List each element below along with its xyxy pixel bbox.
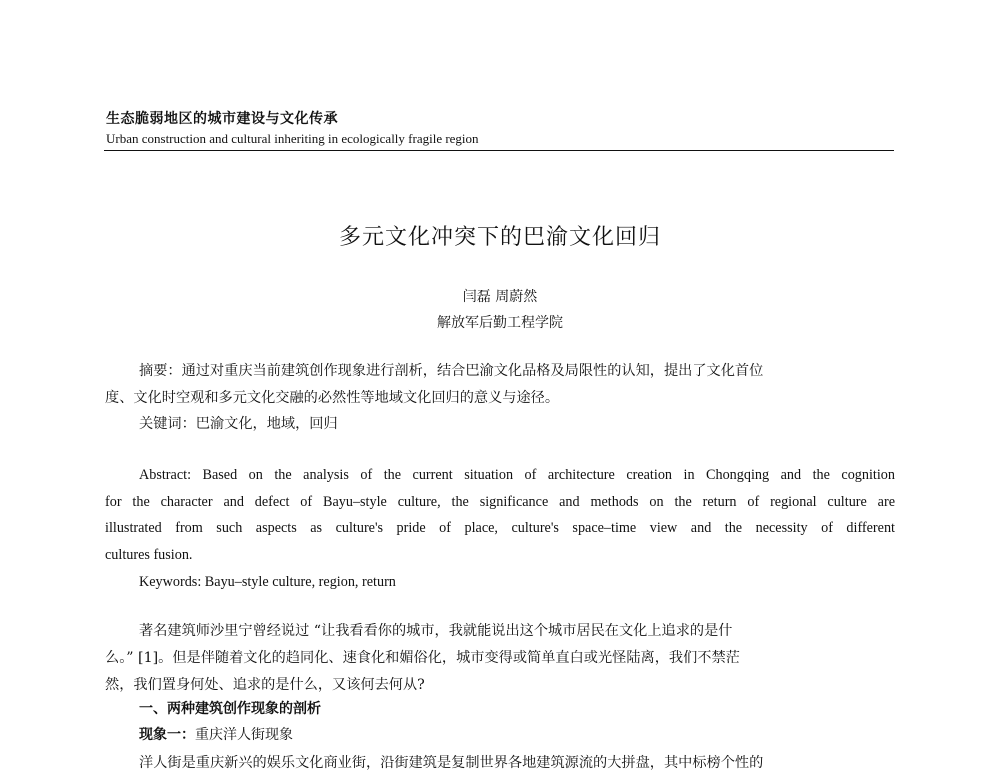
keywords-cn-line: 关键词：巴渝文化，地域，回归: [139, 416, 338, 432]
abstract-chinese: [105, 358, 895, 412]
phenomenon-label: 现象一：: [139, 727, 195, 743]
body-line: 么。” [1]。但是伴随着文化的趋同化、速食化和媚俗化，城市变得或简单直白或光怪陆离，我们不禁茫: [105, 650, 740, 666]
abstract-en-line: cultures fusion.: [105, 546, 193, 563]
abstract-en-line: for the character and defect of Bayu–style culture, the significance and methods on the return of regional culture are: [105, 493, 895, 510]
section-heading: [105, 698, 895, 718]
abstract-cn-line: 摘要：通过对重庆当前建筑创作现象进行剖析，结合巴渝文化品格及局限性的认知，提出了文化首位: [139, 363, 764, 379]
body-paragraph: [105, 618, 895, 699]
running-header-chinese: 生态脆弱地区的城市建设与文化传承: [106, 111, 338, 127]
article-authors: 闫磊 周蔚然: [462, 289, 538, 305]
keywords-english: [105, 570, 895, 594]
author-affiliation: 解放军后勤工程学院: [437, 315, 563, 331]
abstract-en-line: Abstract: Based on the analysis of the current situation of architecture creation in Chongqing and the cognition: [139, 467, 895, 483]
phenomenon-text: 重庆洋人街现象: [195, 727, 293, 743]
running-header-english: Urban construction and cultural inheriting in ecologically fragile region: [106, 131, 479, 146]
body-line: 洋人街是重庆新兴的娱乐文化商业街，沿街建筑是复制世界各地建筑源流的大拼盘，其中标榜个性的: [139, 755, 764, 771]
section-heading-text: 一、两种建筑创作现象的剖析: [139, 701, 321, 717]
abstract-en-line: illustrated from such aspects as culture's pride of place, culture's space–time view and the necessity of different: [105, 520, 895, 536]
abstract-cn-line: 度、文化时空观和多元文化交融的必然性等地域文化回归的意义与途径。: [105, 390, 560, 406]
keywords-en-line: Keywords: Bayu–style culture, region, return: [139, 574, 396, 590]
header-divider: [104, 150, 894, 151]
article-title: 多元文化冲突下的巴渝文化回归: [338, 225, 661, 250]
body-paragraph-cutoff: [105, 750, 895, 777]
body-line: 著名建筑师沙里宁曾经说过 “让我看看你的城市，我就能说出这个城市居民在文化上追求的是什: [139, 623, 733, 639]
phenomenon-heading: [105, 724, 895, 744]
keywords-chinese: [105, 412, 895, 436]
body-line: 然，我们置身何处、追求的是什么，又该何去何从?: [105, 677, 425, 693]
abstract-english: [105, 462, 895, 568]
